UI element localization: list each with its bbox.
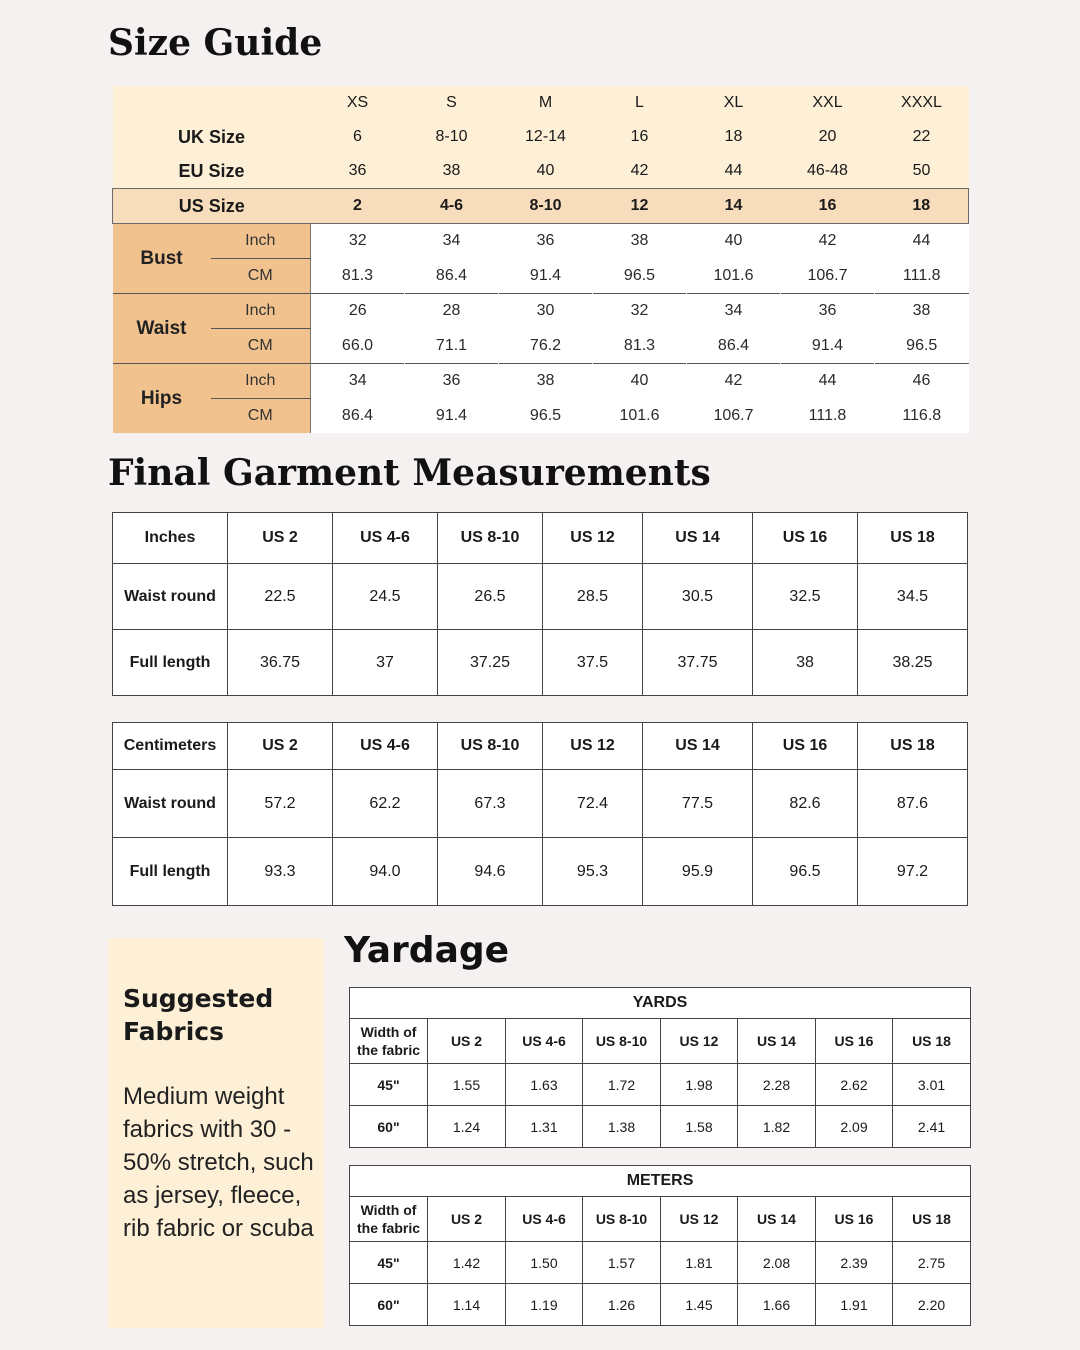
hips-cm-row: [113, 399, 969, 434]
size-letter-cell: L: [593, 86, 687, 120]
bust-inch-cell: 42: [781, 224, 875, 259]
garment-value-cell: 38.25: [858, 630, 968, 696]
hips-cm-cell: 101.6: [593, 399, 687, 434]
bust-inch-row: [113, 224, 969, 259]
yardage-value-cell: 1.63: [506, 1064, 583, 1106]
garment-unit-label: Centimeters: [113, 723, 228, 770]
waist-cm-row: [113, 329, 969, 364]
garment-value-cell: 36.75: [228, 630, 333, 696]
yardage-title: Yardage: [344, 930, 510, 971]
yardage-value-cell: 1.98: [661, 1064, 738, 1106]
hips-cm-cell: 96.5: [499, 399, 593, 434]
garment-size-header: US 2: [228, 513, 333, 564]
yardage-header-row: [350, 1197, 971, 1242]
bust-inch-cell: 38: [593, 224, 687, 259]
garment-row: [113, 770, 968, 838]
yardage-value-cell: 1.91: [816, 1284, 893, 1326]
hips-cm-unit-label: CM: [211, 399, 311, 434]
uk-size-row: [113, 120, 969, 154]
garment-header-row: [113, 513, 968, 564]
yardage-size-header: US 2: [428, 1019, 506, 1064]
yardage-value-cell: 2.09: [816, 1106, 893, 1148]
yardage-value-cell: 2.39: [816, 1242, 893, 1284]
garment-measurements-title: Final Garment Measurements: [108, 452, 711, 494]
eu-size-cell: 38: [405, 154, 499, 189]
us-size-cell: 8-10: [499, 189, 593, 224]
hips-cm-cell: 106.7: [687, 399, 781, 434]
yardage-size-header: US 14: [738, 1197, 816, 1242]
uk-size-cell: 16: [593, 120, 687, 154]
yardage-caption-row: [350, 988, 971, 1019]
waist-inch-row: [113, 294, 969, 329]
garment-row-label: Full length: [113, 838, 228, 906]
garment-value-cell: 87.6: [858, 770, 968, 838]
garment-value-cell: 24.5: [333, 564, 438, 630]
size-guide-corner: [113, 86, 311, 120]
garment-value-cell: 32.5: [753, 564, 858, 630]
suggested-fabrics-panel: [108, 938, 324, 1328]
waist-inch-cell: 38: [875, 294, 969, 329]
garment-row: [113, 838, 968, 906]
us-size-cell: 4-6: [405, 189, 499, 224]
uk-size-cell: 22: [875, 120, 969, 154]
hips-inch-cell: 34: [311, 364, 405, 399]
bust-inch-cell: 32: [311, 224, 405, 259]
us-size-label: US Size: [113, 189, 311, 224]
size-letter-cell: M: [499, 86, 593, 120]
yardage-header-row: [350, 1019, 971, 1064]
waist-cm-cell: 76.2: [499, 329, 593, 364]
width-of-fabric-label: Width of the fabric: [350, 1197, 428, 1242]
garment-value-cell: 34.5: [858, 564, 968, 630]
garment-size-header: US 18: [858, 723, 968, 770]
uk-size-cell: 8-10: [405, 120, 499, 154]
uk-size-cell: 12-14: [499, 120, 593, 154]
size-letter-cell: XS: [311, 86, 405, 120]
garment-value-cell: 22.5: [228, 564, 333, 630]
garment-value-cell: 94.0: [333, 838, 438, 906]
hips-inch-cell: 46: [875, 364, 969, 399]
hips-inch-cell: 40: [593, 364, 687, 399]
garment-value-cell: 82.6: [753, 770, 858, 838]
uk-size-cell: 6: [311, 120, 405, 154]
yardage-value-cell: 2.62: [816, 1064, 893, 1106]
bust-cm-unit-label: CM: [211, 259, 311, 294]
yardage-size-header: US 8-10: [583, 1019, 661, 1064]
hips-cm-cell: 116.8: [875, 399, 969, 434]
garment-value-cell: 30.5: [643, 564, 753, 630]
garment-value-cell: 94.6: [438, 838, 543, 906]
waist-inch-cell: 36: [781, 294, 875, 329]
yardage-row: [350, 1284, 971, 1326]
yardage-size-header: US 4-6: [506, 1197, 583, 1242]
fabric-width-label: 60": [350, 1106, 428, 1148]
yardage-value-cell: 1.38: [583, 1106, 661, 1148]
yardage-caption-row: [350, 1166, 971, 1197]
hips-cm-cell: 111.8: [781, 399, 875, 434]
yardage-caption: YARDS: [350, 988, 971, 1019]
garment-value-cell: 28.5: [543, 564, 643, 630]
waist-cm-cell: 66.0: [311, 329, 405, 364]
size-letter-cell: XXXL: [875, 86, 969, 120]
garment-size-header: US 14: [643, 723, 753, 770]
yardage-size-header: US 12: [661, 1197, 738, 1242]
garment-value-cell: 95.3: [543, 838, 643, 906]
waist-cm-cell: 71.1: [405, 329, 499, 364]
suggested-fabrics-title: Suggested Fabrics: [123, 984, 274, 1046]
bust-cm-cell: 111.8: [875, 259, 969, 294]
yardage-yards-table: [349, 987, 971, 1148]
fabric-width-label: 60": [350, 1284, 428, 1326]
yardage-size-header: US 4-6: [506, 1019, 583, 1064]
garment-value-cell: 37.25: [438, 630, 543, 696]
yardage-row: [350, 1064, 971, 1106]
waist-cm-cell: 96.5: [875, 329, 969, 364]
garment-size-header: US 4-6: [333, 513, 438, 564]
size-letter-cell: XL: [687, 86, 781, 120]
garment-size-header: US 14: [643, 513, 753, 564]
garment-value-cell: 97.2: [858, 838, 968, 906]
fabric-width-label: 45": [350, 1242, 428, 1284]
bust-cm-cell: 91.4: [499, 259, 593, 294]
garment-value-cell: 62.2: [333, 770, 438, 838]
waist-inch-cell: 28: [405, 294, 499, 329]
uk-size-cell: 20: [781, 120, 875, 154]
waist-cm-cell: 91.4: [781, 329, 875, 364]
bust-inch-cell: 36: [499, 224, 593, 259]
yardage-value-cell: 1.31: [506, 1106, 583, 1148]
yardage-value-cell: 1.26: [583, 1284, 661, 1326]
garment-size-header: US 4-6: [333, 723, 438, 770]
yardage-size-header: US 18: [893, 1019, 971, 1064]
eu-size-row: [113, 154, 969, 189]
hips-cm-cell: 86.4: [311, 399, 405, 434]
eu-size-cell: 40: [499, 154, 593, 189]
yardage-value-cell: 1.50: [506, 1242, 583, 1284]
garment-row: [113, 564, 968, 630]
bust-inch-unit-label: Inch: [211, 224, 311, 259]
garment-row: [113, 630, 968, 696]
garment-inches-table: [112, 512, 968, 696]
hips-inch-cell: 36: [405, 364, 499, 399]
garment-value-cell: 37.5: [543, 630, 643, 696]
garment-size-header: US 16: [753, 513, 858, 564]
bust-inch-cell: 34: [405, 224, 499, 259]
garment-value-cell: 57.2: [228, 770, 333, 838]
garment-value-cell: 38: [753, 630, 858, 696]
yardage-value-cell: 3.01: [893, 1064, 971, 1106]
us-size-cell: 2: [311, 189, 405, 224]
width-of-fabric-label: Width of the fabric: [350, 1019, 428, 1064]
waist-inch-cell: 32: [593, 294, 687, 329]
garment-value-cell: 95.9: [643, 838, 753, 906]
garment-row-label: Full length: [113, 630, 228, 696]
garment-row-label: Waist round: [113, 564, 228, 630]
yardage-size-header: US 18: [893, 1197, 971, 1242]
bust-cm-row: [113, 259, 969, 294]
yardage-value-cell: 2.41: [893, 1106, 971, 1148]
us-size-cell: 12: [593, 189, 687, 224]
yardage-meters-table: [349, 1165, 971, 1326]
yardage-value-cell: 2.08: [738, 1242, 816, 1284]
eu-size-label: EU Size: [113, 154, 311, 189]
waist-inch-cell: 26: [311, 294, 405, 329]
eu-size-cell: 44: [687, 154, 781, 189]
garment-value-cell: 96.5: [753, 838, 858, 906]
garment-size-header: US 18: [858, 513, 968, 564]
yardage-value-cell: 1.45: [661, 1284, 738, 1326]
size-letter-row: [113, 86, 969, 120]
eu-size-cell: 36: [311, 154, 405, 189]
garment-header-row: [113, 723, 968, 770]
garment-size-header: US 8-10: [438, 513, 543, 564]
waist-inch-cell: 30: [499, 294, 593, 329]
yardage-value-cell: 1.57: [583, 1242, 661, 1284]
yardage-value-cell: 1.81: [661, 1242, 738, 1284]
us-size-cell: 18: [875, 189, 969, 224]
yardage-value-cell: 1.24: [428, 1106, 506, 1148]
hips-inch-cell: 44: [781, 364, 875, 399]
garment-size-header: US 12: [543, 723, 643, 770]
yardage-size-header: US 14: [738, 1019, 816, 1064]
bust-group-label: Bust: [113, 224, 211, 294]
bust-cm-cell: 81.3: [311, 259, 405, 294]
garment-value-cell: 37: [333, 630, 438, 696]
yardage-value-cell: 1.19: [506, 1284, 583, 1326]
yardage-size-header: US 8-10: [583, 1197, 661, 1242]
waist-cm-unit-label: CM: [211, 329, 311, 364]
garment-value-cell: 93.3: [228, 838, 333, 906]
hips-inch-cell: 42: [687, 364, 781, 399]
bust-inch-cell: 44: [875, 224, 969, 259]
waist-group-label: Waist: [113, 294, 211, 364]
size-letter-cell: S: [405, 86, 499, 120]
garment-size-header: US 2: [228, 723, 333, 770]
yardage-row: [350, 1242, 971, 1284]
hips-cm-cell: 91.4: [405, 399, 499, 434]
size-guide-title: Size Guide: [108, 22, 323, 64]
yardage-size-header: US 2: [428, 1197, 506, 1242]
garment-size-header: US 8-10: [438, 723, 543, 770]
us-size-cell: 14: [687, 189, 781, 224]
eu-size-cell: 46-48: [781, 154, 875, 189]
fabric-width-label: 45": [350, 1064, 428, 1106]
hips-inch-cell: 38: [499, 364, 593, 399]
yardage-value-cell: 1.42: [428, 1242, 506, 1284]
garment-value-cell: 37.75: [643, 630, 753, 696]
yardage-caption: METERS: [350, 1166, 971, 1197]
uk-size-cell: 18: [687, 120, 781, 154]
bust-cm-cell: 106.7: [781, 259, 875, 294]
yardage-value-cell: 1.82: [738, 1106, 816, 1148]
yardage-size-header: US 12: [661, 1019, 738, 1064]
garment-size-header: US 12: [543, 513, 643, 564]
eu-size-cell: 50: [875, 154, 969, 189]
yardage-value-cell: 1.66: [738, 1284, 816, 1326]
bust-cm-cell: 96.5: [593, 259, 687, 294]
eu-size-cell: 42: [593, 154, 687, 189]
size-letter-cell: XXL: [781, 86, 875, 120]
us-size-cell: 16: [781, 189, 875, 224]
hips-group-label: Hips: [113, 364, 211, 434]
size-guide-table: [112, 86, 969, 433]
uk-size-label: UK Size: [113, 120, 311, 154]
yardage-value-cell: 1.55: [428, 1064, 506, 1106]
bust-cm-cell: 86.4: [405, 259, 499, 294]
yardage-value-cell: 1.58: [661, 1106, 738, 1148]
garment-value-cell: 72.4: [543, 770, 643, 838]
waist-cm-cell: 86.4: [687, 329, 781, 364]
bust-cm-cell: 101.6: [687, 259, 781, 294]
yardage-value-cell: 2.28: [738, 1064, 816, 1106]
yardage-value-cell: 1.14: [428, 1284, 506, 1326]
hips-inch-unit-label: Inch: [211, 364, 311, 399]
garment-value-cell: 26.5: [438, 564, 543, 630]
yardage-value-cell: 1.72: [583, 1064, 661, 1106]
garment-size-header: US 16: [753, 723, 858, 770]
yardage-size-header: US 16: [816, 1197, 893, 1242]
bust-inch-cell: 40: [687, 224, 781, 259]
hips-inch-row: [113, 364, 969, 399]
suggested-fabrics-text: Medium weight fabrics with 30 - 50% stretch, such as jersey, fleece, rib fabric or scuba: [123, 1083, 314, 1242]
yardage-row: [350, 1106, 971, 1148]
garment-cm-table: [112, 722, 968, 906]
garment-unit-label: Inches: [113, 513, 228, 564]
waist-cm-cell: 81.3: [593, 329, 687, 364]
waist-inch-unit-label: Inch: [211, 294, 311, 329]
us-size-row: [113, 189, 969, 224]
garment-value-cell: 77.5: [643, 770, 753, 838]
yardage-value-cell: 2.20: [893, 1284, 971, 1326]
yardage-value-cell: 2.75: [893, 1242, 971, 1284]
yardage-size-header: US 16: [816, 1019, 893, 1064]
waist-inch-cell: 34: [687, 294, 781, 329]
garment-value-cell: 67.3: [438, 770, 543, 838]
garment-row-label: Waist round: [113, 770, 228, 838]
